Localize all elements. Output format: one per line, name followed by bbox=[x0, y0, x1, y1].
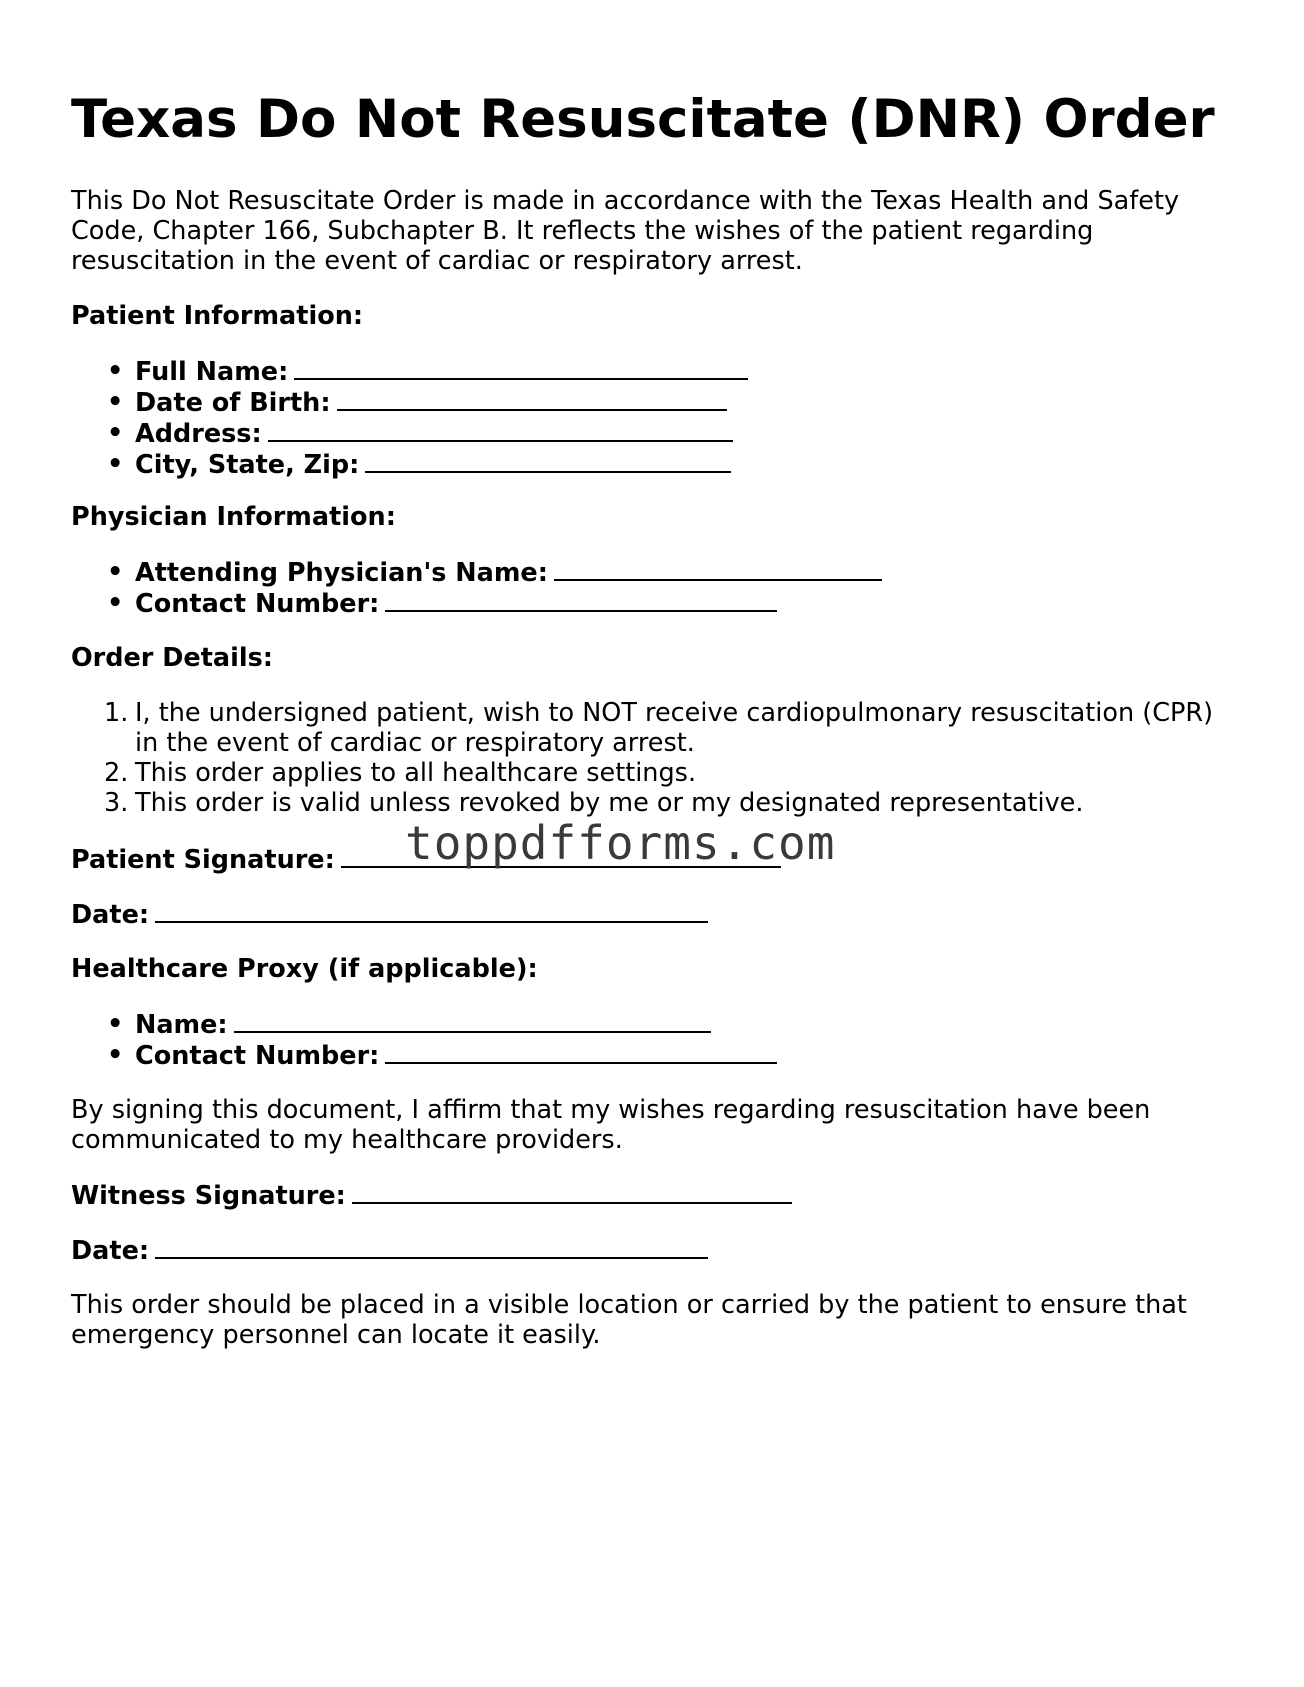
list-item bbox=[71, 698, 1213, 758]
order-details-list bbox=[71, 698, 1213, 818]
physician-contact-field[interactable] bbox=[385, 588, 777, 612]
item-text: in the event of cardiac or respiratory arrest. bbox=[135, 728, 695, 758]
physician-name-field[interactable] bbox=[554, 557, 882, 581]
affirmation-line: By signing this document, I affirm that my wishes regarding resuscitation have been bbox=[71, 1095, 1151, 1125]
patient-date-field[interactable] bbox=[155, 899, 708, 923]
witness-date-label: Date: bbox=[71, 1236, 150, 1266]
list-item bbox=[71, 788, 1213, 818]
list-item bbox=[71, 758, 1213, 788]
list-item bbox=[71, 1009, 777, 1040]
physician-info-heading: Physician Information: bbox=[71, 502, 396, 532]
intro-paragraph bbox=[71, 186, 1241, 276]
proxy-name-field[interactable] bbox=[234, 1009, 711, 1033]
witness-signature-label: Witness Signature: bbox=[71, 1181, 346, 1211]
patient-date-label: Date: bbox=[71, 900, 150, 930]
date-of-birth-label: Date of Birth: bbox=[135, 388, 331, 418]
intro-line: Code, Chapter 166, Subchapter B. It reflects the wishes of the patient regarding bbox=[71, 216, 1094, 246]
closing-line: This order should be placed in a visible location or carried by the patient to ensure that bbox=[71, 1290, 1187, 1320]
proxy-contact-label: Contact Number: bbox=[135, 1041, 380, 1071]
affirmation-line: communicated to my healthcare providers. bbox=[71, 1125, 623, 1155]
item-text: This order applies to all healthcare settings. bbox=[135, 758, 697, 788]
closing-paragraph bbox=[71, 1290, 1241, 1350]
witness-signature-field[interactable] bbox=[352, 1180, 792, 1204]
patient-info-list bbox=[71, 356, 748, 480]
full-name-label: Full Name: bbox=[135, 357, 289, 387]
item-text: I, the undersigned patient, wish to NOT receive cardiopulmonary resuscitation (CPR) bbox=[135, 698, 1214, 728]
city-state-zip-field[interactable] bbox=[365, 449, 731, 473]
list-item bbox=[71, 557, 882, 588]
date-of-birth-field[interactable] bbox=[337, 387, 727, 411]
watermark: toppdfforms.com bbox=[405, 816, 836, 870]
page-title: Texas Do Not Resuscitate (DNR) Order bbox=[71, 89, 1215, 150]
intro-line: This Do Not Resuscitate Order is made in accordance with the Texas Health and Safety bbox=[71, 186, 1180, 216]
proxy-name-label: Name: bbox=[135, 1010, 228, 1040]
patient-info-heading: Patient Information: bbox=[71, 301, 364, 331]
patient-date-row bbox=[71, 899, 708, 930]
item-text: This order is valid unless revoked by me or my designated representative. bbox=[135, 788, 1084, 818]
list-item bbox=[71, 387, 748, 418]
witness-date-row bbox=[71, 1235, 708, 1266]
intro-line: resuscitation in the event of cardiac or respiratory arrest. bbox=[71, 246, 803, 276]
physician-name-label: Attending Physician's Name: bbox=[135, 558, 548, 588]
order-details-heading: Order Details: bbox=[71, 643, 273, 673]
address-field[interactable] bbox=[268, 418, 733, 442]
address-label: Address: bbox=[135, 419, 262, 449]
affirmation-paragraph bbox=[71, 1095, 1241, 1155]
physician-contact-label: Contact Number: bbox=[135, 589, 380, 619]
proxy-list bbox=[71, 1009, 777, 1071]
city-state-zip-label: City, State, Zip: bbox=[135, 450, 360, 480]
proxy-contact-field[interactable] bbox=[385, 1040, 777, 1064]
patient-signature-label: Patient Signature: bbox=[71, 845, 335, 875]
list-item bbox=[71, 356, 748, 387]
item-number: 2. bbox=[104, 758, 129, 788]
list-item bbox=[71, 1040, 777, 1071]
list-item bbox=[71, 418, 748, 449]
witness-date-field[interactable] bbox=[155, 1235, 708, 1259]
closing-line: emergency personnel can locate it easily. bbox=[71, 1320, 601, 1350]
list-item bbox=[71, 449, 748, 480]
full-name-field[interactable] bbox=[294, 356, 748, 380]
physician-info-list bbox=[71, 557, 882, 619]
list-item bbox=[71, 588, 882, 619]
item-number: 1. bbox=[104, 698, 129, 728]
proxy-heading: Healthcare Proxy (if applicable): bbox=[71, 954, 538, 984]
witness-signature-row bbox=[71, 1180, 792, 1211]
item-number: 3. bbox=[104, 788, 129, 818]
